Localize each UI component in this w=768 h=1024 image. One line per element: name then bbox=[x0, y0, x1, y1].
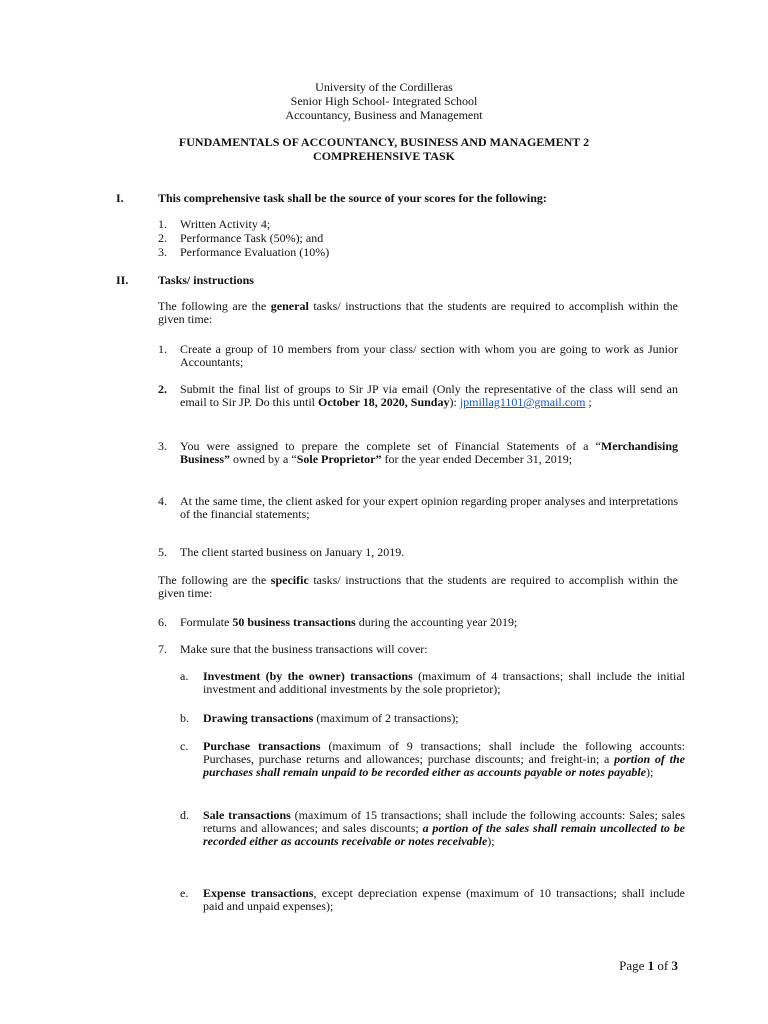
section-2-heading: Tasks/ instructions bbox=[158, 273, 254, 287]
section-1-heading: This comprehensive task shall be the source of your scores for the following: bbox=[158, 191, 547, 205]
list-item bbox=[158, 383, 678, 425]
section-2-number: II. bbox=[116, 273, 129, 287]
section-1-number: I. bbox=[116, 191, 124, 205]
list-item-number: 5. bbox=[158, 545, 167, 559]
sub-list-item bbox=[180, 712, 685, 726]
list-item-text: At the same time, the client asked for your expert opinion regarding proper analyses and interpretations of the financial statements; bbox=[180, 494, 678, 521]
list-item-text: Formulate 50 business transactions during the accounting year 2019; bbox=[180, 615, 518, 629]
list-item-number: 3. bbox=[158, 439, 167, 453]
list-item-number: 1. bbox=[158, 342, 167, 356]
sub-item-letter: a. bbox=[180, 669, 189, 683]
list-item-text: Performance Task (50%); and bbox=[180, 231, 324, 245]
list-item bbox=[158, 495, 678, 523]
sub-list-item bbox=[180, 740, 685, 796]
list-item bbox=[158, 546, 678, 560]
institution-header bbox=[0, 80, 768, 122]
list-item bbox=[158, 616, 678, 630]
list-item-text: The client started business on January 1, 2019. bbox=[180, 545, 405, 559]
list-item-number: 7. bbox=[158, 642, 167, 656]
list-item-text: Written Activity 4; bbox=[180, 217, 271, 231]
email-link[interactable]: jpmillag1101@gmail.com bbox=[459, 395, 586, 409]
sub-item-letter: b. bbox=[180, 711, 189, 725]
list-item-text: You were assigned to prepare the complete set of Financial Statements of a “Merchandising Business” owned by a “Sole Proprietor” for the year ended December 31, 2019; bbox=[180, 439, 678, 466]
list-item-number: 2. bbox=[158, 231, 167, 245]
sub-list-item bbox=[180, 887, 685, 915]
sub-item-text: Expense transactions, except depreciation expense (maximum of 10 transactions; shall include paid and unpaid expenses); bbox=[203, 886, 685, 913]
list-item-number: 4. bbox=[158, 494, 167, 508]
sub-item-letter: d. bbox=[180, 808, 189, 822]
sub-list-item bbox=[180, 809, 685, 865]
sub-item-text: Sale transactions (maximum of 15 transactions; shall include the following accounts: Sales; sales returns and allowances; and sales discounts; a portion of the sales shall remain uncollected to be recorded either as accounts receivable or notes receivable); bbox=[203, 808, 686, 848]
title-line-1: FUNDAMENTALS OF ACCOUNTANCY, BUSINESS AND MANAGEMENT 2 bbox=[178, 135, 590, 149]
strand-name: Accountancy, Business and Management bbox=[285, 108, 483, 122]
school-name: Senior High School- Integrated School bbox=[290, 94, 478, 108]
list-item-number: 3. bbox=[158, 245, 167, 259]
list-item-text: Create a group of 10 members from your class/ section with whom you are going to work as Junior Accountants; bbox=[180, 342, 678, 369]
university-name: University of the Cordilleras bbox=[315, 80, 453, 94]
list-item-text: Submit the final list of groups to Sir JP via email (Only the representative of the class will send an email to Sir JP. Do this until October 18, 2020, Sunday): jpmillag1101@gmail.com ; bbox=[180, 382, 678, 409]
list-item bbox=[158, 643, 678, 657]
list-item-number: 1. bbox=[158, 217, 167, 231]
title-line-2: COMPREHENSIVE TASK bbox=[313, 149, 455, 163]
general-intro-paragraph: The following are the general tasks/ instructions that the students are required to accomplish within the given time: bbox=[158, 299, 678, 326]
document-title bbox=[0, 135, 768, 163]
list-item-text: Make sure that the business transactions will cover: bbox=[180, 642, 428, 656]
page-number: Page 1 of 3 bbox=[619, 958, 678, 973]
list-item-number: 6. bbox=[158, 615, 167, 629]
specific-intro-paragraph: The following are the specific tasks/ instructions that the students are required to accomplish within the given time: bbox=[158, 573, 678, 600]
list-item bbox=[158, 343, 678, 371]
list-item-number: 2. bbox=[158, 382, 167, 396]
list-item-text: Performance Evaluation (10%) bbox=[180, 245, 330, 259]
list-item bbox=[158, 440, 678, 482]
sub-item-text: Purchase transactions (maximum of 9 transactions; shall include the following accounts: Purchases, purchase returns and allowances; purchase discounts; and freight-in; a portion of the purchases shall remain unpaid to be recorded either as accounts payable or notes payable); bbox=[203, 739, 686, 779]
sub-item-letter: c. bbox=[180, 739, 189, 753]
sub-list-item bbox=[180, 670, 685, 698]
sub-item-text: Investment (by the owner) transactions (maximum of 4 transactions; shall include the initial investment and additional investments by the sole proprietor); bbox=[203, 669, 685, 696]
sub-item-text: Drawing transactions (maximum of 2 transactions); bbox=[203, 711, 459, 725]
sub-item-letter: e. bbox=[180, 886, 189, 900]
